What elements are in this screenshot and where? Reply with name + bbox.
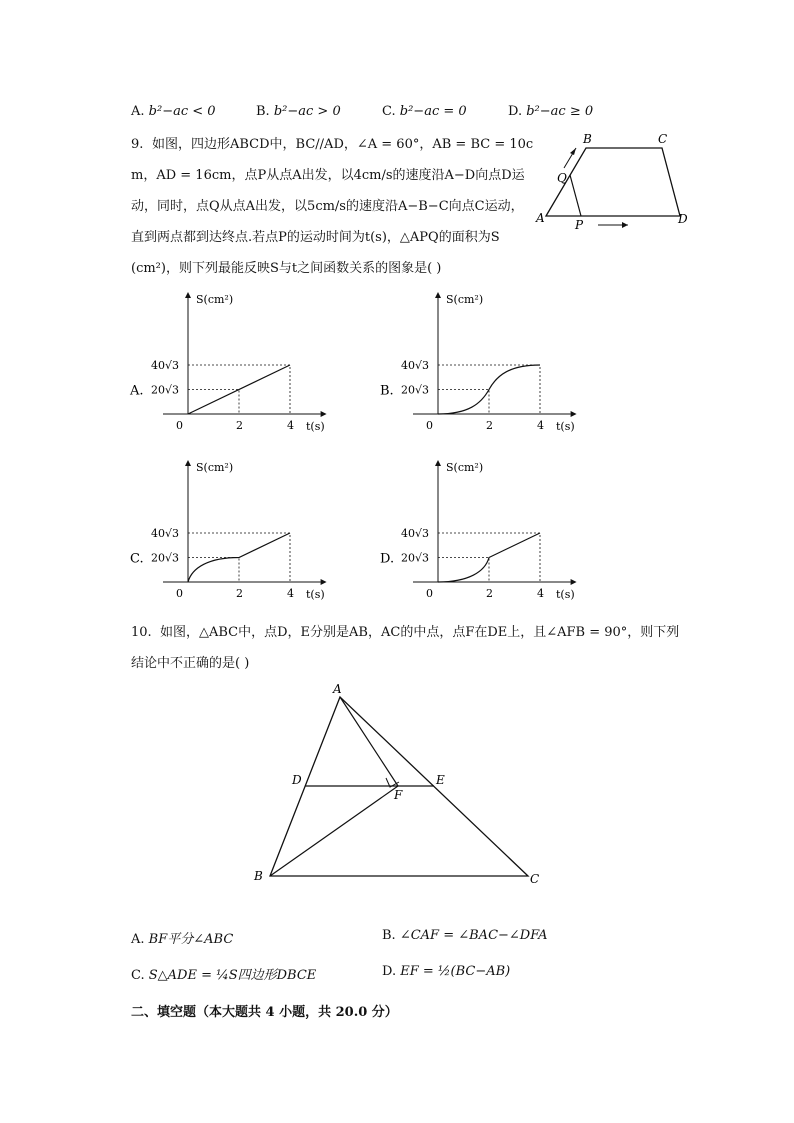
q8-option-b-text: b²−ac > 0 [273,104,341,119]
segment-bf [270,786,398,876]
q10-option-d-text: EF = ½(BC−AB) [400,964,511,979]
q10-option-b-label: B. [382,928,396,943]
y-tick-40: 40√3 [151,359,180,372]
x-tick-2: 2 [486,587,493,600]
graph-option-label: C. [130,551,144,567]
y-tick-20: 20√3 [401,383,430,397]
graph-option-label: A. [130,383,144,399]
q10-option-c-label: C. [131,968,145,983]
q10-option-d [382,964,510,979]
segment-af [340,697,398,786]
label-p: P [575,218,584,232]
label-b: B [254,869,263,883]
y-axis-arrow [185,292,191,298]
y-axis-label: S(cm²) [196,293,234,306]
q8-option-c-text: b²−ac = 0 [399,104,467,119]
x-axis-arrow [571,411,577,417]
q10-option-a-label: A. [131,932,145,947]
arrow-p-head [622,222,628,228]
q9-number: 9. [131,137,144,152]
x-tick-2: 2 [236,419,243,432]
x-axis-label: t(s) [306,420,325,433]
y-tick-20: 20√3 [151,383,180,397]
graph-a [130,290,330,435]
q10-option-a [131,928,233,947]
label-b: B [583,132,592,146]
x-axis-arrow [321,411,327,417]
y-tick-40: 40√3 [401,527,430,540]
label-a: A [536,211,545,225]
origin-label: 0 [176,419,183,432]
label-f: F [394,788,403,802]
label-a: A [333,682,342,696]
q9-line-5: (cm²)，则下列最能反映S与t之间函数关系的图象是( ) [131,261,442,276]
q10-option-d-label: D. [382,964,397,979]
x-tick-2: 2 [236,587,243,600]
y-axis-label: S(cm²) [446,461,484,474]
y-tick-40: 40√3 [401,359,430,372]
q10-line-2: 结论中不正确的是( ) [131,656,250,671]
graph-d [380,458,580,603]
origin-label: 0 [426,419,433,432]
graph-option-label: B. [380,383,394,399]
x-tick-4: 4 [287,419,294,432]
graph-c [130,458,330,603]
q9-line-4: 直到两点都到达终点.若点P的运动时间为t(s)，△APQ的面积为S [131,230,500,245]
q10-triangle-figure [250,680,550,890]
q10-option-b-text: ∠CAF = ∠BAC−∠DFA [399,928,548,943]
q9-line-1: 如图，四边形ABCD中，BC//AD，∠A = 60°，AB = BC = 10c [152,137,534,152]
q8-option-b [256,104,341,119]
y-tick-20: 20√3 [151,551,180,565]
segment-pq [570,175,581,216]
y-axis-arrow [435,460,441,466]
x-tick-4: 4 [537,587,544,600]
section-2-heading: 二、填空题（本大题共 4 小题，共 20.0 分） [131,1005,398,1020]
x-tick-4: 4 [537,419,544,432]
label-e: E [436,773,445,787]
x-axis-label: t(s) [556,420,575,433]
q8-option-a-text: b²−ac < 0 [148,104,216,119]
q10-option-b [382,928,548,943]
x-axis-label: t(s) [306,588,325,601]
q9-line-3: 动，同时，点Q从点A出发，以5cm/s的速度沿A−B−C向点C运动， [131,199,524,214]
y-axis-label: S(cm²) [196,461,234,474]
x-axis-arrow [571,579,577,585]
q8-option-c [382,104,467,119]
arrow-q-head [570,148,576,155]
q10-option-c [131,964,316,983]
q10-option-a-text: BF平分∠ABC [148,932,234,947]
y-axis-arrow [435,292,441,298]
label-q: Q [557,171,567,185]
label-c: C [530,872,540,886]
q10-number: 10. [131,625,152,640]
label-c: C [658,132,668,146]
q10-option-c-text: S△ADE = ¼S四边形DBCE [148,968,317,983]
x-tick-4: 4 [287,587,294,600]
q8-option-d-text: b²−ac ≥ 0 [526,104,594,119]
graph-option-label: D. [380,551,395,567]
q8-option-a [131,104,216,119]
label-d: D [292,773,302,787]
q8-option-d [508,104,593,119]
q9-line-2: m，AD = 16cm，点P从点A出发，以4cm/s的速度沿A−D向点D运 [131,168,525,183]
y-axis-arrow [185,460,191,466]
q8-option-d-label: D. [508,104,523,119]
y-tick-20: 20√3 [401,551,430,565]
graph-b [380,290,580,435]
label-d: D [678,212,688,226]
origin-label: 0 [176,587,183,600]
x-tick-2: 2 [486,419,493,432]
q8-option-b-label: B. [256,104,270,119]
y-tick-40: 40√3 [151,527,180,540]
q10-line-1: 如图，△ABC中，点D，E分别是AB，AC的中点，点F在DE上，且∠AFB = 90°，则下列 [160,625,680,640]
q8-option-a-label: A. [131,104,145,119]
x-axis-label: t(s) [556,588,575,601]
x-axis-arrow [321,579,327,585]
y-axis-label: S(cm²) [446,293,484,306]
q9-trapezoid-figure [530,128,700,238]
q8-option-c-label: C. [382,104,396,119]
origin-label: 0 [426,587,433,600]
